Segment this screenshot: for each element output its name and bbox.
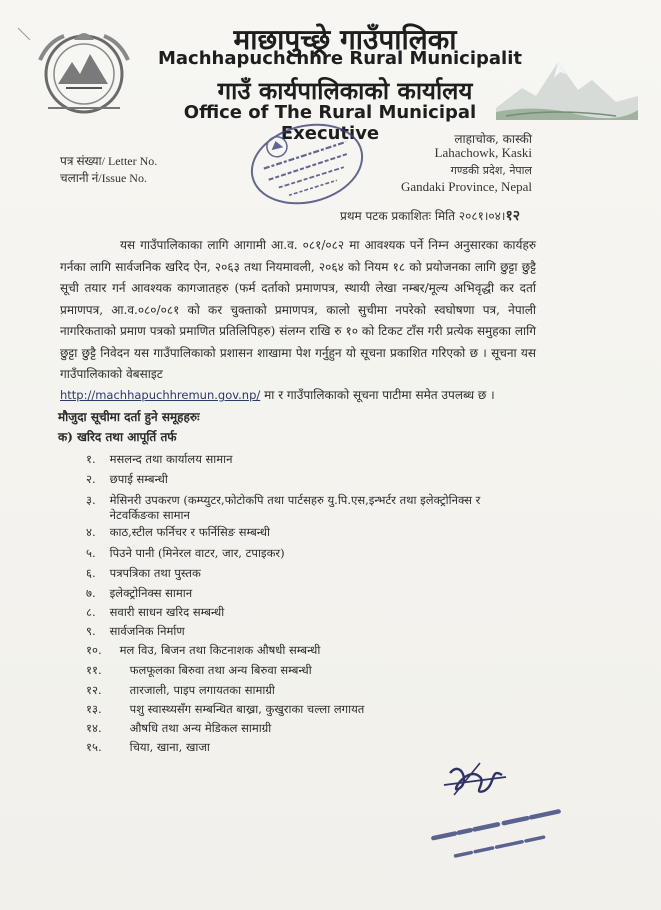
list-item-number: ९. bbox=[86, 624, 96, 638]
list-item-number: ७. bbox=[86, 586, 96, 600]
signature-stamp bbox=[410, 755, 580, 875]
list-item-number: १०. bbox=[86, 643, 102, 657]
section-title: मौजुदा सूचीमा दर्ता हुने समूहहरुः bbox=[58, 410, 200, 424]
list-item bbox=[86, 683, 275, 698]
list-item-text: मल विउ, बिजन तथा किटनाशक औषधी सम्बन्धी bbox=[119, 643, 321, 657]
list-item-text: पत्रपत्रिका तथा पुस्तक bbox=[109, 566, 201, 580]
list-item bbox=[86, 508, 190, 523]
list-item-number: ३. bbox=[86, 493, 96, 507]
list-item-number: ६. bbox=[86, 566, 96, 580]
list-item bbox=[86, 740, 210, 755]
list-item-text: पिउने पानी (मिनेरल वाटर, जार, टपाइकर) bbox=[109, 546, 285, 560]
publication-date bbox=[340, 206, 520, 225]
list-item-text: काठ,स्टील फर्निचर र फर्निसिङ सम्बन्धी bbox=[109, 525, 271, 539]
office-stamp bbox=[246, 118, 368, 210]
list-item bbox=[86, 472, 168, 487]
notice-body bbox=[60, 235, 536, 386]
website-line-suffix: मा र गाउँपालिकाको सूचना पाटीमा समेत उपलब्ध छ । bbox=[260, 388, 495, 402]
list-item bbox=[86, 452, 233, 467]
list-item-text: फलफूलका बिरुवा तथा अन्य बिरुवा सम्बन्धी bbox=[129, 663, 312, 677]
list-item-number: १२. bbox=[86, 683, 102, 697]
list-item bbox=[86, 643, 320, 658]
list-item-text: मेसिनरी उपकरण (कम्प्युटर,फोटोकपि तथा पार्टसहरु यु.पि.एस,इन्भर्टर तथा इलेक्ट्रोनिक्स र bbox=[109, 493, 481, 507]
list-item-number: १३. bbox=[86, 702, 102, 716]
list-item bbox=[86, 566, 201, 581]
list-item-number: ५. bbox=[86, 546, 96, 560]
office-nepali: गाउँ कार्यपालिकाको कार्यालय bbox=[217, 76, 473, 105]
list-item-text: इलेक्ट्रोनिक्स सामान bbox=[109, 586, 193, 600]
list-item-number: १. bbox=[86, 452, 96, 466]
section-subtitle: क) खरिद तथा आपूर्ति तर्फ bbox=[58, 430, 177, 444]
list-item-text: तारजाली, पाइप लगायतका सामाग्री bbox=[129, 683, 275, 697]
publication-label: प्रथम पटक प्रकाशितः मिति २०८१।०४। bbox=[340, 209, 506, 223]
list-item-text: सार्वजनिक निर्माण bbox=[109, 624, 185, 638]
list-item-number: १४. bbox=[86, 721, 102, 735]
office-english: Office of The Rural Municipal Executive bbox=[183, 102, 477, 144]
address-line-1: लाहाचोक, कास्की bbox=[454, 132, 532, 146]
list-item bbox=[86, 546, 285, 561]
address-line-2: Lahachowk, Kaski bbox=[434, 145, 532, 160]
list-item-number: ८. bbox=[86, 605, 96, 619]
list-item-number: २. bbox=[86, 472, 96, 486]
letter-number-label: पत्र संख्या/ Letter No. bbox=[60, 154, 158, 168]
website-line bbox=[60, 386, 540, 403]
list-item bbox=[86, 525, 270, 540]
notice-paragraph: यस गाउँपालिकाका लागि आगामी आ.व. ०८१/०८२ मा आवश्यक पर्ने निम्न अनुसारका कार्यहरु गर्नका लागि सार्वजनिक खरिद ऐन, २०६३ तथा नियमावली, २०६४ को नियम १८ को प्रयोजनका लागि छुट्टा छुट्टै सूची तयार गर्न आवश्यक कागजातहरु (फर्म दर्ताको प्रमाणपत्र, स्थायी लेखा नम्बर/मूल्य अभिवृद्धी कर दर्ता प्रमाणपत्र, आ.व.०८०/०८१ को कर चुक्ताको प्रमाणपत्र, कालो सुचीमा नपरेको स्वघोषणा पत्र, नेपाली नागरिकताको प्रमाण पत्रको प्रमाणित प्रतिलिपिहरु) संलग्न राखि रु १० को टिकट टाँस गरी प्रत्येक समुहका लागि छुट्टा छुट्टै निवेदन यस गाउँपालिकाको प्रशासन शाखामा पेश गर्नुहुन यो सूचना प्रकाशित गरिएको छ । सूचना यस गाउँपालिकाको वेबसाइट bbox=[60, 238, 536, 381]
title-nepali: माछापुच्छ्रे गाउँपालिका bbox=[233, 23, 457, 56]
list-item-number: ११. bbox=[86, 663, 102, 677]
publication-day-handwritten: १२ bbox=[505, 208, 521, 224]
municipality-logo bbox=[28, 22, 140, 122]
list-item bbox=[86, 605, 224, 620]
list-item-text: छपाई सम्बन्धी bbox=[109, 472, 168, 486]
list-item bbox=[86, 702, 364, 717]
list-item bbox=[86, 624, 185, 639]
list-item bbox=[86, 493, 480, 508]
list-item-number: १५. bbox=[86, 740, 102, 754]
issue-number-label: चलानी नं/Issue No. bbox=[60, 171, 147, 185]
address-line-3: गण्डकी प्रदेश, नेपाल bbox=[450, 164, 532, 177]
title-english: Machhapuchchhre Rural Municipalit bbox=[158, 48, 522, 69]
list-item-text: सवारी साधन खरिद सम्बन्धी bbox=[109, 605, 225, 619]
list-item bbox=[86, 663, 312, 678]
list-item-text: चिया, खाना, खाजा bbox=[129, 740, 210, 754]
list-item-text: नेटवर्किङका सामान bbox=[109, 508, 190, 522]
list-item-text: मसलन्द तथा कार्यालय सामान bbox=[109, 452, 233, 466]
website-link[interactable]: http://machhapuchhremun.gov.np/ bbox=[60, 388, 261, 402]
list-item-text: औषधि तथा अन्य मेडिकल सामाग्री bbox=[129, 721, 272, 735]
address-line-4: Gandaki Province, Nepal bbox=[400, 179, 532, 194]
list-item bbox=[86, 721, 271, 736]
list-item-text: पशु स्वास्थ्यसँग सम्बन्धित बाख्रा, कुखुराका चल्ला लगायत bbox=[129, 702, 365, 716]
list-item-number: ४. bbox=[86, 525, 96, 539]
list-item bbox=[86, 586, 192, 601]
